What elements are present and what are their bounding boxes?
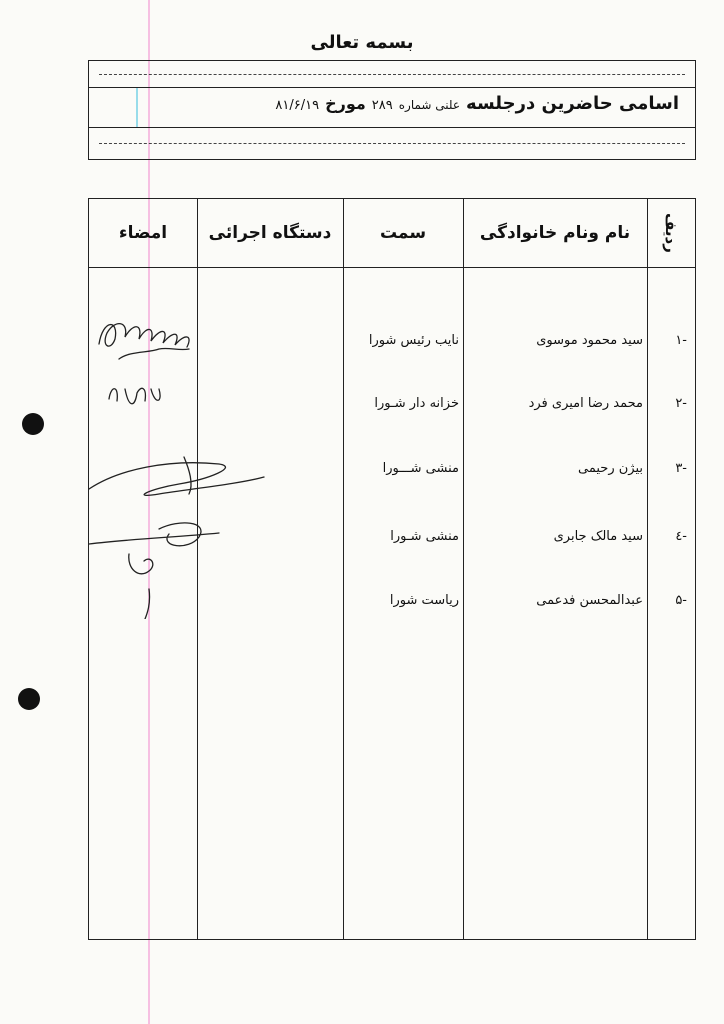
dotted-line (99, 74, 685, 75)
attendee-position: نایب رئیس شورا (368, 333, 459, 348)
heading-line (101, 93, 679, 114)
attendee-position: منشی شـــورا (382, 461, 459, 476)
attendee-name: سید محمود موسوی (536, 333, 643, 348)
row-number: -۱ (675, 333, 687, 348)
attendee-name: محمد رضا امیری فرد (528, 396, 643, 411)
signatures-image (89, 289, 269, 619)
row-number: -٤ (675, 529, 687, 544)
column-header-name: نام ونام خانوادگی (479, 223, 631, 243)
dotted-line (99, 143, 685, 144)
column-header-agency: دستگاه اجرائی (208, 223, 332, 243)
column-header-radif: ردیف (662, 213, 680, 253)
attendees-table (88, 198, 696, 940)
attendee-position: منشی شـورا (390, 529, 459, 544)
attendee-name: سید مالک جابری (553, 529, 643, 544)
heading-main: اسامی حاضرین درجلسه (466, 93, 679, 114)
session-label: علنی شماره (398, 98, 461, 112)
row-number: -۵ (675, 593, 687, 608)
punch-hole (18, 688, 40, 710)
attendee-name: عبدالمحسن فدعمی (536, 593, 643, 608)
date-label: مورخ (325, 94, 366, 113)
column-header-signature: امضاء (118, 223, 168, 243)
attendee-name: بیژن رحیمی (578, 461, 643, 476)
row-number: -۳ (675, 461, 687, 476)
session-date: ۸۱/۶/۱۹ (275, 98, 320, 113)
session-number: ۲۸۹ (371, 98, 393, 113)
column-header-position: سمت (379, 223, 427, 243)
page-title: بسمه تعالی (310, 32, 414, 53)
attendee-position: ریاست شورا (389, 593, 459, 608)
attendee-position: خزانه دار شـورا (374, 396, 459, 411)
row-number: -۲ (675, 396, 687, 411)
header-box (88, 60, 696, 160)
punch-hole (22, 413, 44, 435)
